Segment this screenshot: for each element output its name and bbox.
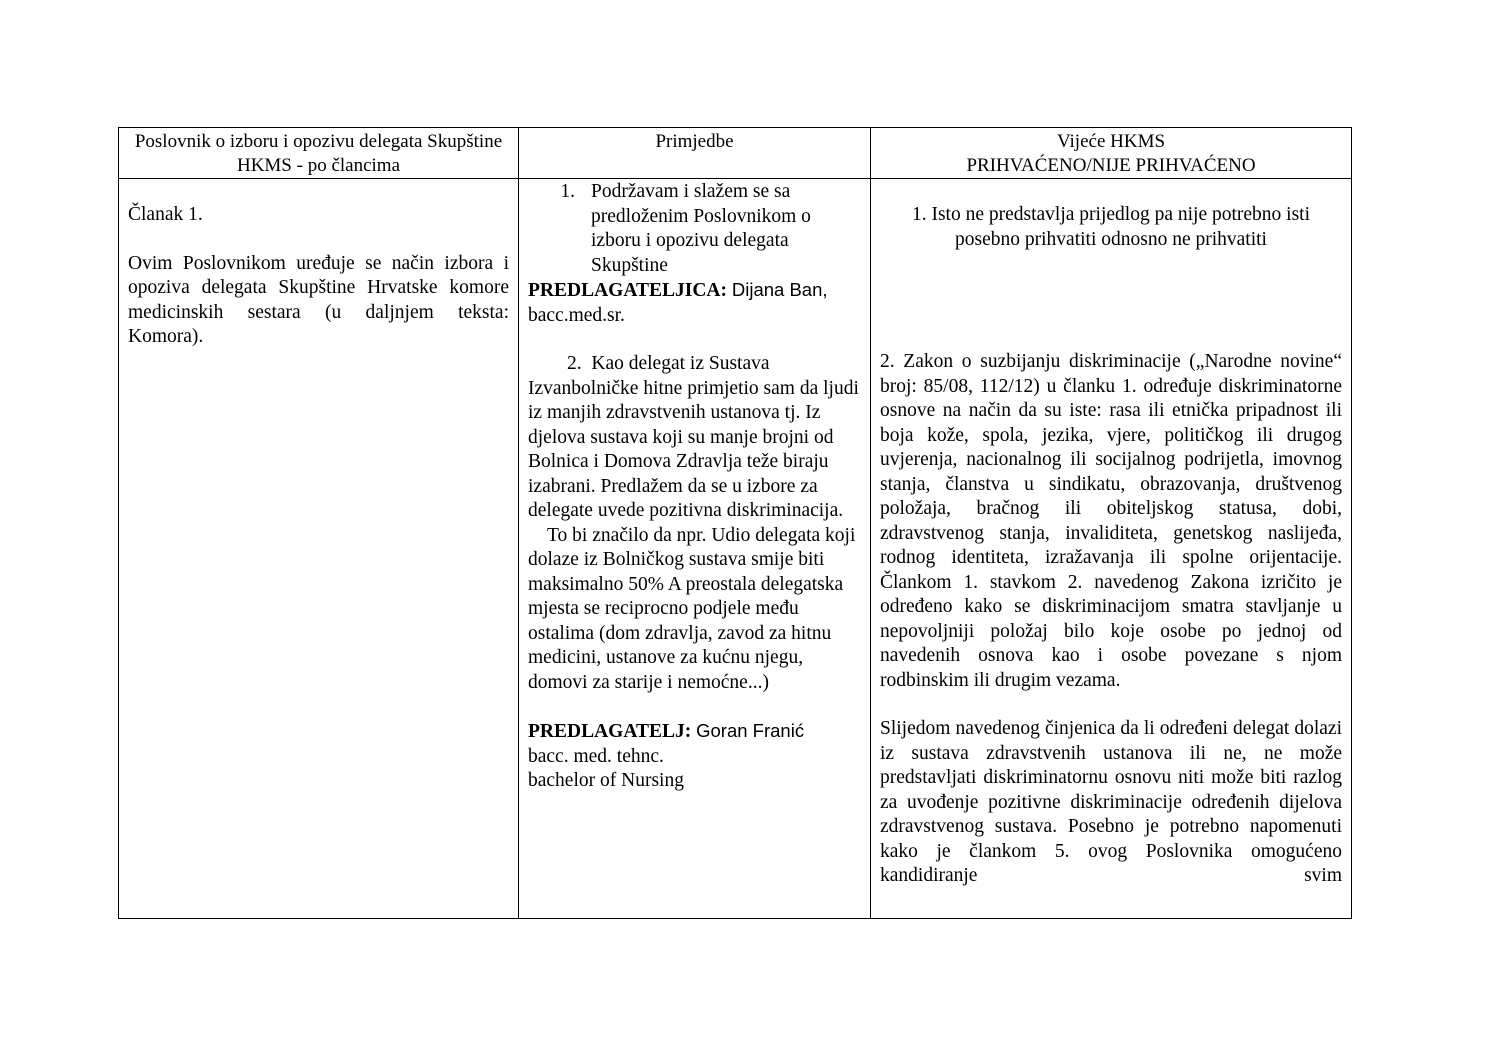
council-cell bbox=[871, 179, 1352, 919]
council-response-3: Slijedom navedenog činjenica da li određeni delegat dolazi iz sustava zdravstvenih ustanova ili ne, ne može predstavljati diskriminatornu osnovu niti može biti razlog za uvođenje pozitivne diskriminacije određenih dijelova zdravstvenog sustava. Posebno je potrebno napomenuti kako je člankom 5. ovog Poslovnika omogućeno kandidiranje svim bbox=[880, 718, 1342, 886]
header-remarks-label: Primjedbe bbox=[655, 131, 734, 152]
council-response-1: 1. Isto ne predstavlja prijedlog pa nije potrebno isti posebno prihvatiti odnosno ne prihvatiti bbox=[911, 204, 1311, 250]
proposer-1 bbox=[528, 278, 864, 304]
proposer-title-2: bacc. med. tehnc. bbox=[528, 745, 664, 767]
header-council-column bbox=[871, 128, 1352, 179]
header-status-label: PRIHVAĆENO/NIJE PRIHVAĆENO bbox=[966, 155, 1256, 176]
remark-text-1: Podržavam i slažem se sa predloženim Poslovnikom o izboru i opozivu delegata Skupštine bbox=[591, 181, 811, 276]
header-regulation-label: Poslovnik o izboru i opozivu delegata Skupštine HKMS - po člancima bbox=[134, 131, 503, 176]
article-text: Ovim Poslovnikom uređuje se način izbora i opoziva delegata Skupštine Hrvatske komore medicinskih sestara (u daljnjem teksta: Komora). bbox=[128, 252, 509, 347]
article-title: Članak 1. bbox=[128, 204, 203, 225]
proposer-2 bbox=[528, 719, 864, 745]
remark-number-2: 2. bbox=[567, 353, 582, 374]
header-council-label: Vijeće HKMS bbox=[1056, 131, 1166, 152]
proposer-label-2: PREDLAGATELJ: bbox=[528, 721, 692, 742]
remark-text-2: Izvanbolničke hitne primjetio sam da ljudi iz manjih zdravstvenih ustanova tj. Iz djelova sustava koji su manje brojni od Bolnica i Domova Zdravlja teže biraju izabrani. Predlažem da se u izbore za delegate uvede pozitivna diskriminacija. bbox=[528, 377, 859, 521]
header-remarks-column bbox=[519, 128, 871, 179]
remark-item-2-first-line bbox=[528, 352, 864, 377]
proposer-name-2: Goran Franić bbox=[696, 720, 805, 741]
remarks-cell bbox=[519, 179, 871, 919]
proposer-title-2b: bachelor of Nursing bbox=[528, 770, 684, 791]
header-regulation-column bbox=[119, 128, 519, 179]
table-header-row bbox=[119, 128, 1352, 179]
proposer-label-1: PREDLAGATELJICA: bbox=[528, 280, 727, 301]
remark-item-1 bbox=[528, 180, 864, 278]
comments-table bbox=[118, 127, 1352, 919]
remark-text-2b: To bi značilo da npr. Udio delegata koji dolaze iz Bolničkog sustava smije biti maksimalno 50% A preostala delegatska mjesta se reciprocno podjele među ostalima (dom zdravlja, zavod za hitnu medicini, ustanove za kućnu njegu, domovi za starije i nemoćne...) bbox=[528, 524, 856, 693]
proposer-title-1: bacc.med.sr. bbox=[528, 304, 625, 326]
proposer-name-1: Dijana Ban, bbox=[731, 279, 828, 300]
remark-first-line-2: Kao delegat iz Sustava bbox=[591, 353, 770, 374]
remark-number-1: 1. bbox=[560, 181, 575, 202]
table-row bbox=[119, 179, 1352, 919]
article-cell bbox=[119, 179, 519, 919]
council-response-2: 2. Zakon o suzbijanju diskriminacije („Narodne novine“ broj: 85/08, 112/12) u članku 1. određuje diskriminatorne osnove na način da su iste: rasa ili etnička pripadnost ili boja kože, spola, jezika, vjere, političkog ili drugog uvjerenja, nacionalnog ili socijalnog podrijetla, imovnog stanja, članstva u sindikatu, obrazovanja, društvenog položaja, bračnog ili obiteljskog statusa, dobi, zdravstvenog stanja, invaliditeta, genetskog naslijeđa, rodnog identiteta, izražavanja ili spolne orijentacije. Člankom 1. stavkom 2. navedenog Zakona izričito je određeno kako se diskriminacijom smatra stavljanje u nepovoljniji položaj bilo koje osobe po jednoj od navedenih osnova kao i osobe povezane s njom rodbinskim ili drugim vezama. bbox=[880, 351, 1342, 691]
